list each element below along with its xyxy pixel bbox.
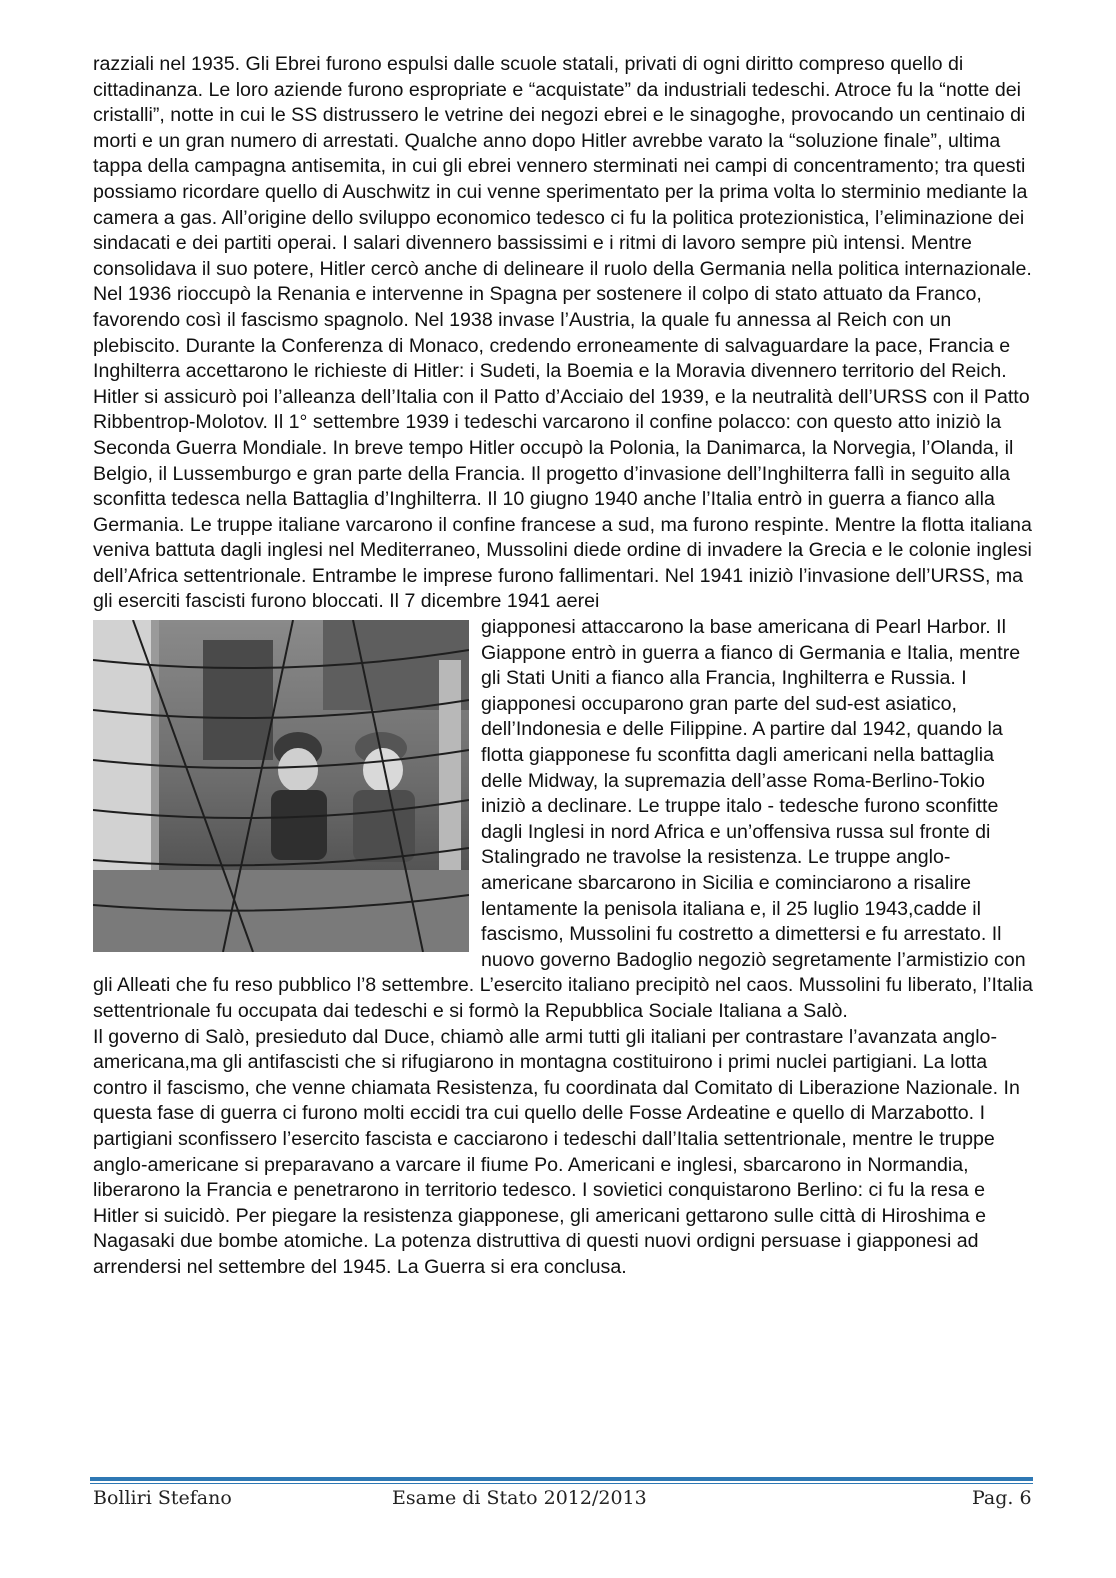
paragraph-3: Il governo di Salò, presieduto dal Duce, chiamò alle armi tutti gli italiani per contrastare l’avanzata anglo-americana,ma gli antifascisti che si rifugiarono in montagna costituirono i primi nuclei partigiani. La lotta contro il fascismo, che venne chiamata Resistenza, fu coordinata dal Comitato di Liberazione Nazionale. In questa fase di guerra ci furono molti eccidi tra cui quello delle Fosse Ardeatine e quello di Marzabotto. I partigiani sconfissero l’esercito fascista e cacciarono i tedeschi dall’Italia settentrionale, mentre le truppe anglo-americane si preparavano a varcare il fiume Po. Americani e inglesi, sbarcarono in Normandia, liberarono la Francia e penetrarono in territorio tedesco. I sovietici conquistarono Berlino: ci fu la resa e Hitler si suicidò. Per piegare la resistenza giapponese, gli americani gettarono sulle città di Hiroshima e Nagasaki due bombe atomiche. La potenza distruttiva di questi nuovi ordigni persuase i giapponesi ad arrendersi nel settembre del 1945. La Guerra si era conclusa. — [93, 1025, 1020, 1278]
footer-author: Bolliri Stefano — [93, 1487, 232, 1509]
paragraph-2: giapponesi attaccarono la base americana di Pearl Harbor. Il Giappone entrò in guerra a fianco di Germania e Italia, mentre gli Stati Uniti a fianco alla Francia, Inghilterra e Russia. I giapponesi occuparono gran parte del sud-est asiatico, dell’Indonesia e delle Filippine. A partire dal 1942, quando la flotta giapponese fu sconfitta dagli americani nella battaglia delle Midway, la supremazia dell’asse Roma-Berlino-Tokio iniziò a declinare. Le truppe italo - tedesche furono sconfitte dagli Inglesi in nord Africa e un’offensiva russa sul fronte di Stalingrado ne travolse la resistenza. Le truppe anglo-americane sbarcarono in Sicilia e cominciarono a risalire lentamente la penisola italiana e, il 25 luglio 1943,cadde il fascismo, Mussolini fu costretto a dimettersi e fu arrestato. Il nuovo governo Badoglio negoziò segretamente l’armistizio con gli Alleati che fu reso pubblico l’8 settembre. L’esercito italiano precipitò nel caos. Mussolini fu liberato, l’Italia settentrionale fu occupata dai tedeschi e si formò la Repubblica Sociale Italiana a Salò. — [93, 616, 1033, 1022]
paragraph-1: razziali nel 1935. Gli Ebrei furono espulsi dalle scuole statali, privati di ogni diritto compreso quello di cittadinanza. Le loro aziende furono espropriate e “acquistate” da industriali tedeschi. Atroce fu la “notte dei cristalli”, notte in cui le SS distrussero le vetrine dei negozi ebrei e le sinagoghe, provocando un centinaio di morti e un gran numero di arrestati. Qualche anno dopo Hitler avrebbe varato la “soluzione finale”, ultima tappa della campagna antisemita, in cui gli ebrei vennero sterminati nei campi di concentramento; tra questi possiamo ricordare quello di Auschwitz in cui venne sperimentato per la prima volta lo sterminio mediante la camera a gas. All’origine dello sviluppo economico tedesco ci fu la politica protezionistica, l’eliminazione dei sindacati e dei partiti operai. I salari divennero bassissimi e i ritmi di lavoro sempre più intensi. Mentre consolidava il suo potere, Hitler cercò anche di delineare il ruolo della Germania nella politica internazionale. Nel 1936 rioccupò la Renania e intervenne in Spagna per sostenere il colpo di stato attuato da Franco, favorendo così il fascismo spagnolo. Nel 1938 invase l’Austria, la quale fu annessa al Reich con un plebiscito. Durante la Conferenza di Monaco, credendo erroneamente di salvaguardare la pace, Francia e Inghilterra accettarono le richieste di Hitler: i Sudeti, la Boemia e la Moravia divennero territorio del Reich. Hitler si assicurò poi l’alleanza dell’Italia con il Patto d’Acciaio del 1939, e la neutralità dell’URSS con il Patto Ribbentrop-Molotov. Il 1° settembre 1939 i tedeschi varcarono il confine polacco: con questo atto iniziò la Seconda Guerra Mondiale. In breve tempo Hitler occupò la Polonia, la Danimarca, la Norvegia, l’Olanda, il Belgio, il Lussemburgo e gran parte della Francia. Il progetto d’invasione dell’Inghilterra fallì in seguito alla sconfitta tedesca nella Battaglia d’Inghilterra. Il 10 giugno 1940 anche l’Italia entrò in guerra a fianco alla Germania. Le truppe italiane varcarono il confine francese a sud, ma furono respinte. Mentre la flotta italiana veniva battuta dagli inglesi nel Mediterraneo, Mussolini diede ordine di invadere la Grecia e le colonie inglesi dell’Africa settentrionale. Entrambe le imprese furono fallimentari. Nel 1941 iniziò l’invasione dell’URSS, ma gli eserciti fascisti furono bloccati. Il 7 dicembre 1941 aerei — [93, 53, 1032, 613]
footer-rule — [90, 1477, 1033, 1481]
footer-rule-thin — [90, 1483, 1033, 1484]
footer-title: Esame di Stato 2012/2013 — [392, 1487, 647, 1509]
body-text — [93, 52, 1033, 1281]
concentration-camp-children-photo — [93, 620, 469, 952]
footer-page-number: Pag. 6 — [972, 1487, 1032, 1509]
